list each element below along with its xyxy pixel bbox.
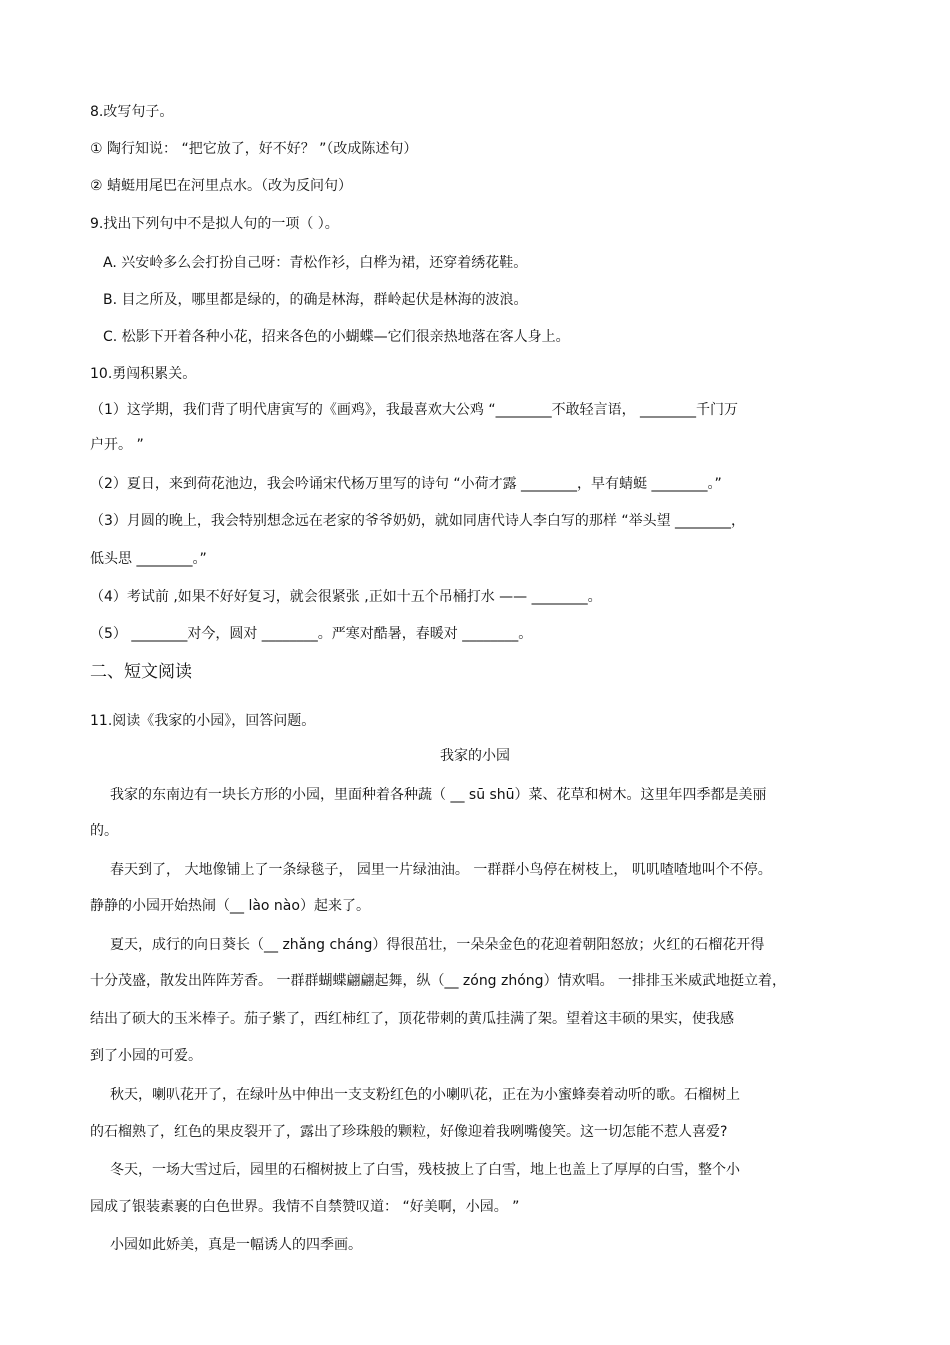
question-9-title: 9.找出下列句中不是拟人句的一项（ ）。 <box>90 216 339 232</box>
question-9-option-a: A. 兴安岭多么会打扮自己呀：青松作衫，白桦为裙，还穿着绣花鞋。 <box>103 255 528 271</box>
article-para-5-line-1: 冬天，一场大雪过后，园里的石榴树披上了白雪，残枝披上了白雪，地上也盖上了厚厚的白雪，整个小 <box>110 1162 740 1178</box>
article-para-6: 小园如此娇美，真是一幅诱人的四季画。 <box>110 1237 362 1253</box>
article-para-4-line-2: 的石榴熟了，红色的果皮裂开了，露出了珍珠般的颗粒，好像迎着我咧嘴傻笑。这一切怎能不惹人喜爱? <box>90 1124 728 1140</box>
article-para-5-line-2: 园成了银装素裹的白色世界。我情不自禁赞叹道： “好美啊，小园。 ” <box>90 1199 520 1215</box>
article-para-4-line-1: 秋天，喇叭花开了，在绿叶丛中伸出一支支粉红色的小喇叭花，正在为小蜜蜂奏着动听的歌。石榴树上 <box>110 1087 740 1103</box>
question-10-title: 10.勇闯积累关。 <box>90 366 197 382</box>
question-10-part-4: （4）考试前 ,如果不好好复习，就会很紧张 ,正如十五个吊桶打水 —— ________。 <box>90 589 602 605</box>
article-para-2-line-1: 春天到了， 大地像铺上了一条绿毯子， 园里一片绿油油。 一群群小鸟停在树枝上， 叽叽喳喳地叫个不停。 <box>110 862 772 878</box>
article-title: 我家的小园 <box>440 748 510 764</box>
article-para-1-line-2: 的。 <box>90 823 118 839</box>
section-heading-reading: 二、短文阅读 <box>90 662 192 682</box>
question-9-option-b: B. 目之所及，哪里都是绿的，的确是林海，群岭起伏是林海的波浪。 <box>103 292 528 308</box>
question-8-title: 8.改写句子。 <box>90 104 174 120</box>
question-10-part-1-line-1: （1）这学期，我们背了明代唐寅写的《画鸡》，我最喜欢大公鸡 “________不敢轻言语， ________千门万 <box>90 402 739 418</box>
article-para-3-line-1: 夏天，成行的向日葵长（__ zhǎng cháng）得很茁壮，一朵朵金色的花迎着朝阳怒放；火红的石榴花开得 <box>110 937 765 953</box>
question-9-option-c: C. 松影下开着各种小花，招来各色的小蝴蝶—它们很亲热地落在客人身上。 <box>103 329 570 345</box>
question-10-part-3-line-2: 低头思 ________。” <box>90 551 207 567</box>
question-11-title: 11.阅读《我家的小园》，回答问题。 <box>90 713 316 729</box>
question-8-item-2: ② 蜻蜓用尾巴在河里点水。（改为反问句） <box>90 178 352 194</box>
article-para-3-line-2: 十分茂盛，散发出阵阵芳香。 一群群蝴蝶翩翩起舞，纵（__ zóng zhóng）情欢唱。 一排排玉米威武地挺立着， <box>90 973 787 989</box>
article-para-1-line-1: 我家的东南边有一块长方形的小园，里面种着各种蔬（ __ sū shū）菜、花草和树木。这里年四季都是美丽 <box>110 787 767 803</box>
article-para-2-line-2: 静静的小园开始热闹（__ lào nào）起来了。 <box>90 898 370 914</box>
article-para-3-line-4: 到了小园的可爱。 <box>90 1048 202 1064</box>
question-10-part-5: （5） ________对今，圆对 ________。严寒对酷暑，春暖对 ________。 <box>90 626 533 642</box>
question-10-part-1-line-2: 户开。 ” <box>90 437 144 453</box>
question-10-part-2: （2）夏日，来到荷花池边，我会吟诵宋代杨万里写的诗句 “小荷才露 ________，早有蜻蜓 ________。” <box>90 476 722 492</box>
article-para-3-line-3: 结出了硕大的玉米棒子。茄子紫了，西红柿红了，顶花带刺的黄瓜挂满了架。望着这丰硕的果实，使我感 <box>90 1011 734 1027</box>
question-8-item-1: ① 陶行知说： “把它放了，好不好？ ”（改成陈述句） <box>90 141 418 157</box>
question-10-part-3-line-1: （3）月圆的晚上，我会特别想念远在老家的爷爷奶奶，就如同唐代诗人李白写的那样 “举头望 ________， <box>90 513 746 529</box>
